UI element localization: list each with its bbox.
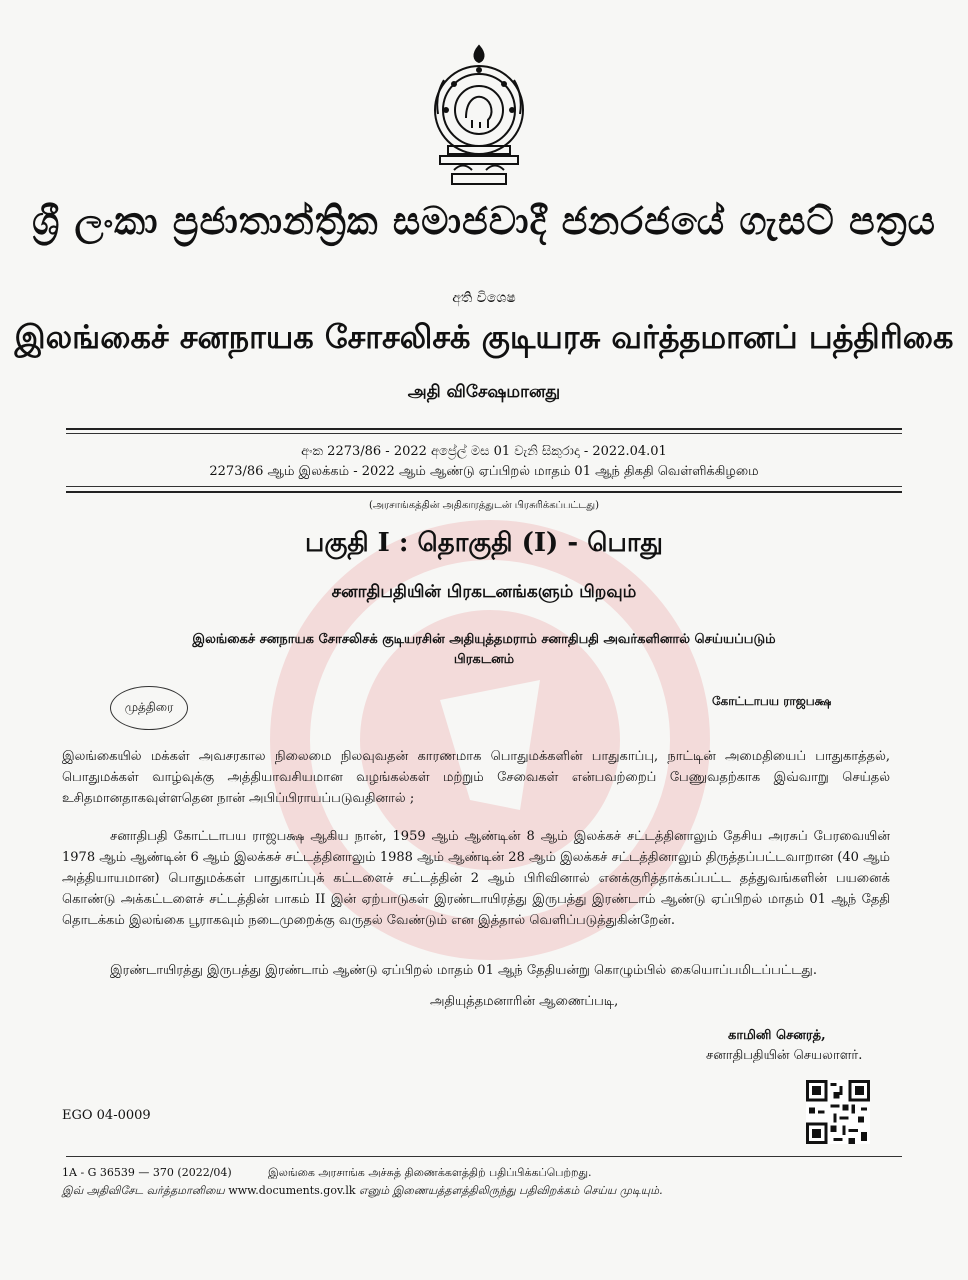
tamil-extraordinary-label: அதி விசேஷமானது bbox=[407, 382, 561, 402]
sinhala-extraordinary-label: අති විශෙෂ bbox=[452, 290, 516, 306]
by-command-line: அதியுத்தமனாரின் ஆணைப்படி, bbox=[430, 994, 619, 1009]
seal-label: முத்திரை bbox=[124, 700, 174, 714]
header-divider-bottom-thin bbox=[66, 486, 902, 487]
recital-paragraph: இலங்கையில் மக்கள் அவசரகால நிலைமை நிலவுவதன் காரணமாக பொதுமக்களின் பாதுகாப்பு, நாட்டின் அமைதியைப் பாதுகாத்தல், பொதுமக்கள் வாழ்வுக்கு அத்தியாவசியமான வழங்கல்கள் மற்றும் சேவைகள் என்பவற்றைப் பேணுவதற்காக இவ்வாறு செய்தல் உசிதமானதாகவுள்ளதென நான் அபிப்பிராயப்படுவதினால் ; bbox=[62, 749, 890, 806]
section-heading: சனாதிபதியின் பிரகடனங்களும் பிறவும் bbox=[331, 582, 637, 602]
footer-print-code: 1A - G 36539 — 370 (2022/04) bbox=[62, 1166, 232, 1179]
signatory-title: சனாதிபதியின் செயலாளர். bbox=[706, 1048, 863, 1063]
footer-download-prefix: இவ் அதிவிசேட வர்த்தமானியை bbox=[62, 1184, 225, 1197]
issue-line-sinhala: අංක 2273/86 - 2022 අප්‍රේල් මස 01 වැනි සිකුරාදා - 2022.04.01 bbox=[301, 444, 667, 459]
signatory-name: காமினி செனரத், bbox=[728, 1028, 826, 1043]
footer-download-link[interactable]: www.documents.gov.lk bbox=[228, 1184, 356, 1197]
footer-download-suffix: எனும் இணையத்தளத்திலிருந்து பதிவிறக்கம் செய்ய முடியும். bbox=[359, 1184, 663, 1197]
signed-at-paragraph: இரண்டாயிரத்து இருபத்து இரண்டாம் ஆண்டு ஏப்பிறல் மாதம் 01 ஆந் தேதியன்று கொழும்பில் கையொப்பமிடப்பட்டது. bbox=[110, 963, 817, 978]
header-divider-top-thin bbox=[66, 433, 902, 434]
proclamation-paragraph: சனாதிபதி கோட்டாபய ராஜபக்ஷ ஆகிய நான், 1959 ஆம் ஆண்டின் 8 ஆம் இலக்கச் சட்டத்தினாலும் தேசிய அரசுப் பேரவையின் 1978 ஆம் ஆண்டின் 6 ஆம் இலக்கச் சட்டத்தினாலும் 1988 ஆம் ஆண்டின் 28 ஆம் இலக்கச் சட்டத்தினாலும் திருத்தப்பட்டவாறான (40 ஆம் அத்தியாயமான) பொதுமக்கள் பாதுகாப்புக் கட்டளைச் சட்டத்தின் 2 ஆம் பிரிவினால் எனக்குரித்தாக்கப்பட்ட தத்துவங்களின் பயனைக் கொண்டு அக்கட்டளைச் சட்டத்தின் பாகம் II இன் ஏற்பாடுகள் இரண்டாயிரத்து இருபத்து இரண்டாம் ஆண்டு ஏப்பிறல் மாதம் 01 ஆந் தேதி தொடக்கம் இலங்கை பூராகவும் நடைமுறைக்கு வருதல் வேண்டும் என இத்தால் வெளிப்படுத்துகின்றேன். bbox=[62, 829, 890, 928]
seal-placeholder bbox=[110, 686, 188, 730]
sinhala-gazette-title: ශ්‍රී ලංකා ප්‍රජාතාන්ත්‍රික සමාජවාදී ජනරජයේ ගැසට් පත්‍රය bbox=[32, 198, 936, 243]
footer-printer-note: இலங்கை அரசாங்க அச்சுத் திணைக்களத்திற் பதிப்பிக்கப்பெற்றது. bbox=[268, 1166, 592, 1179]
footer-divider bbox=[66, 1156, 902, 1157]
footer-download-note bbox=[62, 1184, 663, 1199]
tamil-gazette-title: இலங்கைச் சனநாயக சோசலிசக் குடியரசு வர்த்தமானப் பத்திரிகை bbox=[14, 318, 954, 356]
proclamation-title: இலங்கைச் சனநாயக சோசலிசக் குடியரசின் அதியுத்தமராம் சனாதிபதி அவர்களினால் செய்யப்படும் bbox=[192, 632, 776, 647]
header-divider-top bbox=[66, 428, 902, 430]
proclamation-title-cont: பிரகடனம் bbox=[453, 652, 515, 667]
header-divider-bottom bbox=[66, 491, 902, 493]
ego-number: EGO 04-0009 bbox=[62, 1108, 151, 1123]
president-signature-name: கோட்டாபய ராஜபக்ஷ bbox=[712, 694, 832, 708]
qr-code-icon bbox=[806, 1080, 870, 1144]
sri-lanka-emblem-icon bbox=[414, 40, 544, 190]
part-heading: பகுதி I : தொகுதி (I) - பொது bbox=[305, 528, 663, 558]
issue-line-tamil: 2273/86 ஆம் இலக்கம் - 2022 ஆம் ஆண்டு ஏப்பிறல் மாதம் 01 ஆந் திகதி வெள்ளிக்கிழமை bbox=[209, 464, 759, 479]
publication-note: (அரசாங்கத்தின் அதிகாரத்துடன் பிரசுரிக்கப்பட்டது) bbox=[369, 500, 599, 511]
